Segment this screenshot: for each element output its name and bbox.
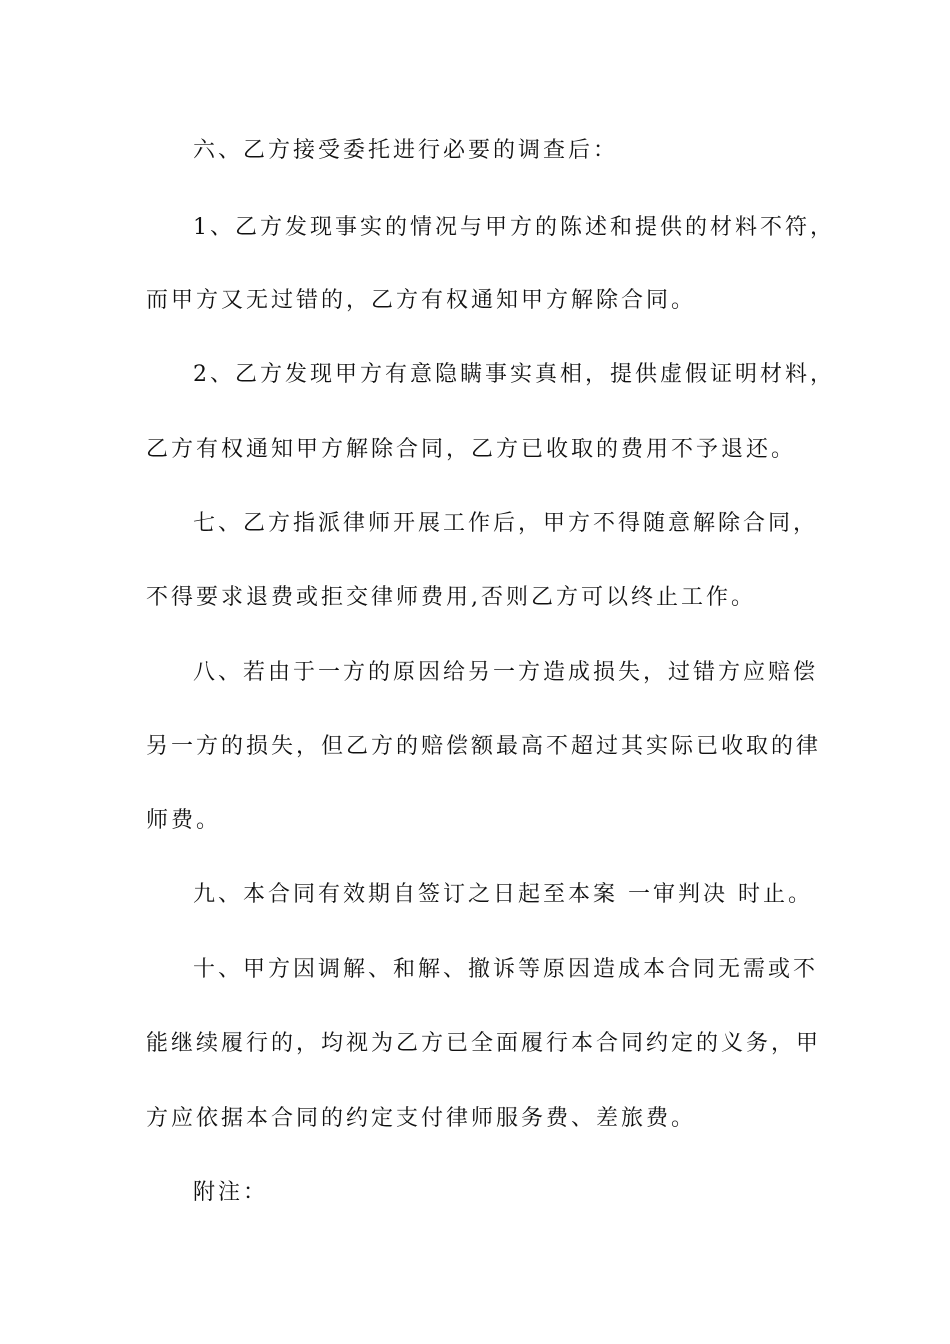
clause-9-line-1: 九、本合同有效期自签订之日起至本案 一审判决 时止。 [193, 882, 813, 907]
clause-6-item-1-line-1: 1、乙方发现事实的情况与甲方的陈述和提供的材料不符， [193, 215, 835, 240]
clause-10-line-3: 方应依据本合同的约定支付律师服务费、差旅费。 [146, 1106, 697, 1131]
clause-8-line-1: 八、若由于一方的原因给另一方造成损失，过错方应赔偿 [193, 660, 819, 685]
clause-7-line-1: 七、乙方指派律师开展工作后，甲方不得随意解除合同， [193, 511, 819, 536]
appendix-note-heading: 附注： [193, 1180, 269, 1205]
clause-10-line-1: 十、甲方因调解、和解、撤诉等原因造成本合同无需或不 [193, 957, 819, 982]
clause-8-line-3: 师费。 [146, 808, 222, 833]
clause-6-item-2-line-2: 乙方有权通知甲方解除合同，乙方已收取的费用不予退还。 [146, 437, 797, 462]
clause-6-item-2-line-1: 2、乙方发现甲方有意隐瞒事实真相，提供虚假证明材料， [193, 362, 835, 387]
clause-6-item-1-line-2: 而甲方又无过错的，乙方有权通知甲方解除合同。 [146, 288, 697, 313]
clause-10-line-2: 能继续履行的，均视为乙方已全面履行本合同约定的义务，甲 [146, 1031, 822, 1056]
clause-7-line-2: 不得要求退费或拒交律师费用,否则乙方可以终止工作。 [146, 585, 756, 610]
clause-6-heading: 六、乙方接受委托进行必要的调查后： [193, 138, 619, 163]
clause-8-line-2: 另一方的损失，但乙方的赔偿额最高不超过其实际已收取的律 [146, 734, 822, 759]
